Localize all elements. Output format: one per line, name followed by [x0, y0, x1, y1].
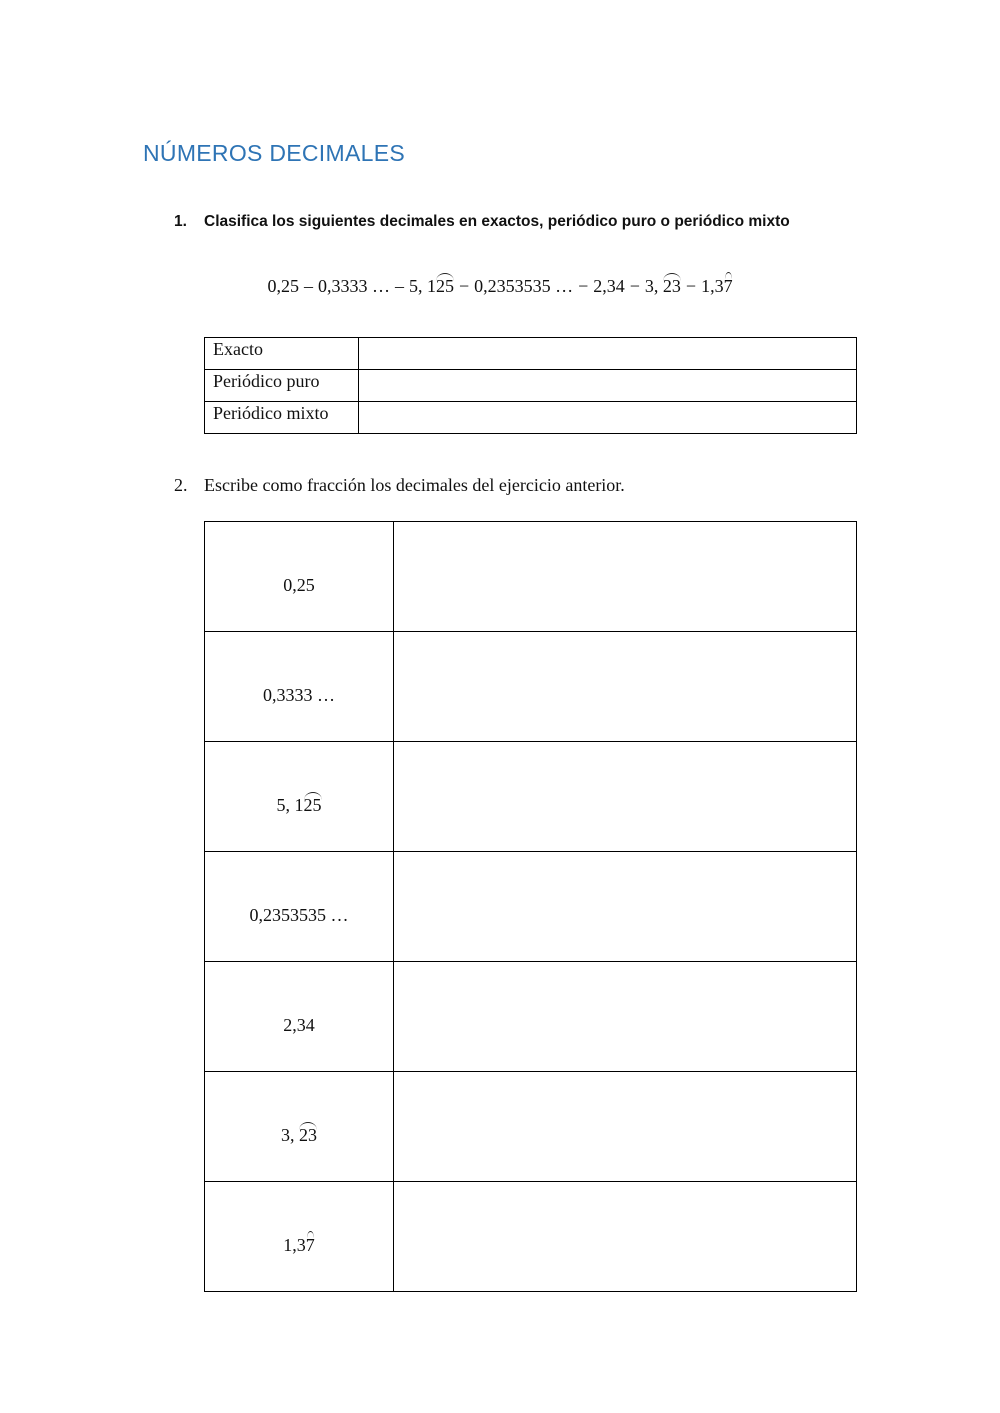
answer-cell[interactable]: [359, 338, 857, 370]
decimal-value: 2,34: [205, 962, 394, 1072]
decimal-sequence: [0, 276, 1000, 297]
table-row: [205, 852, 857, 962]
table-row: [205, 1182, 857, 1292]
answer-cell[interactable]: [359, 402, 857, 434]
question-2-text: Escribe como fracción los decimales del ejercicio anterior.: [204, 475, 625, 495]
question-1-number: 1.: [174, 213, 187, 230]
sequence-item: 3, 23: [644, 276, 681, 296]
answer-cell[interactable]: [394, 962, 857, 1072]
sequence-separator: −: [578, 276, 589, 296]
table-row: [205, 338, 857, 370]
table-row: [205, 522, 857, 632]
sequence-item: 2,34: [593, 276, 625, 296]
answer-cell[interactable]: [394, 632, 857, 742]
answer-cell[interactable]: [394, 1182, 857, 1292]
question-1: [174, 213, 790, 231]
question-1-text: Clasifica los siguientes decimales en exactos, periódico puro o periódico mixto: [204, 213, 790, 230]
period-arc: 23: [299, 1125, 317, 1145]
answer-cell[interactable]: [394, 742, 857, 852]
sequence-item: 1,37: [701, 276, 733, 296]
row-label: Periódico puro: [205, 370, 359, 402]
period-arc: 25: [435, 276, 454, 296]
sequence-item: 0,3333 …: [317, 276, 390, 296]
classification-table: [204, 337, 857, 434]
period-arc: 7: [305, 1235, 315, 1255]
sequence-item: 0,2353535 …: [474, 276, 574, 296]
answer-cell[interactable]: [394, 1072, 857, 1182]
row-label: Periódico mixto: [205, 402, 359, 434]
answer-cell[interactable]: [394, 522, 857, 632]
sequence-separator: −: [685, 276, 697, 296]
row-label: Exacto: [205, 338, 359, 370]
answer-cell[interactable]: [394, 852, 857, 962]
sequence-item: 0,25: [267, 276, 299, 296]
sequence-separator: −: [458, 276, 470, 296]
question-2-number: 2.: [174, 475, 188, 495]
table-row: [205, 632, 857, 742]
period-arc: 25: [303, 795, 322, 815]
question-2: [174, 475, 625, 496]
decimal-value: 5, 125: [205, 742, 394, 852]
decimal-value: 0,3333 …: [205, 632, 394, 742]
period-arc: 7: [723, 276, 733, 296]
sequence-separator: −: [629, 276, 640, 296]
table-row: [205, 962, 857, 1072]
sequence-separator: –: [394, 276, 404, 296]
table-row: [205, 370, 857, 402]
table-row: [205, 1072, 857, 1182]
answer-cell[interactable]: [359, 370, 857, 402]
decimal-value: 3, 23: [205, 1072, 394, 1182]
table-row: [205, 742, 857, 852]
decimal-value: 1,37: [205, 1182, 394, 1292]
fraction-table: [204, 521, 857, 1292]
decimal-value: 0,2353535 …: [205, 852, 394, 962]
page-title: NÚMEROS DECIMALES: [143, 140, 405, 166]
table-row: [205, 402, 857, 434]
decimal-value: 0,25: [205, 522, 394, 632]
period-arc: 23: [662, 276, 681, 296]
sequence-separator: –: [303, 276, 313, 296]
sequence-item: 5, 125: [408, 276, 454, 296]
